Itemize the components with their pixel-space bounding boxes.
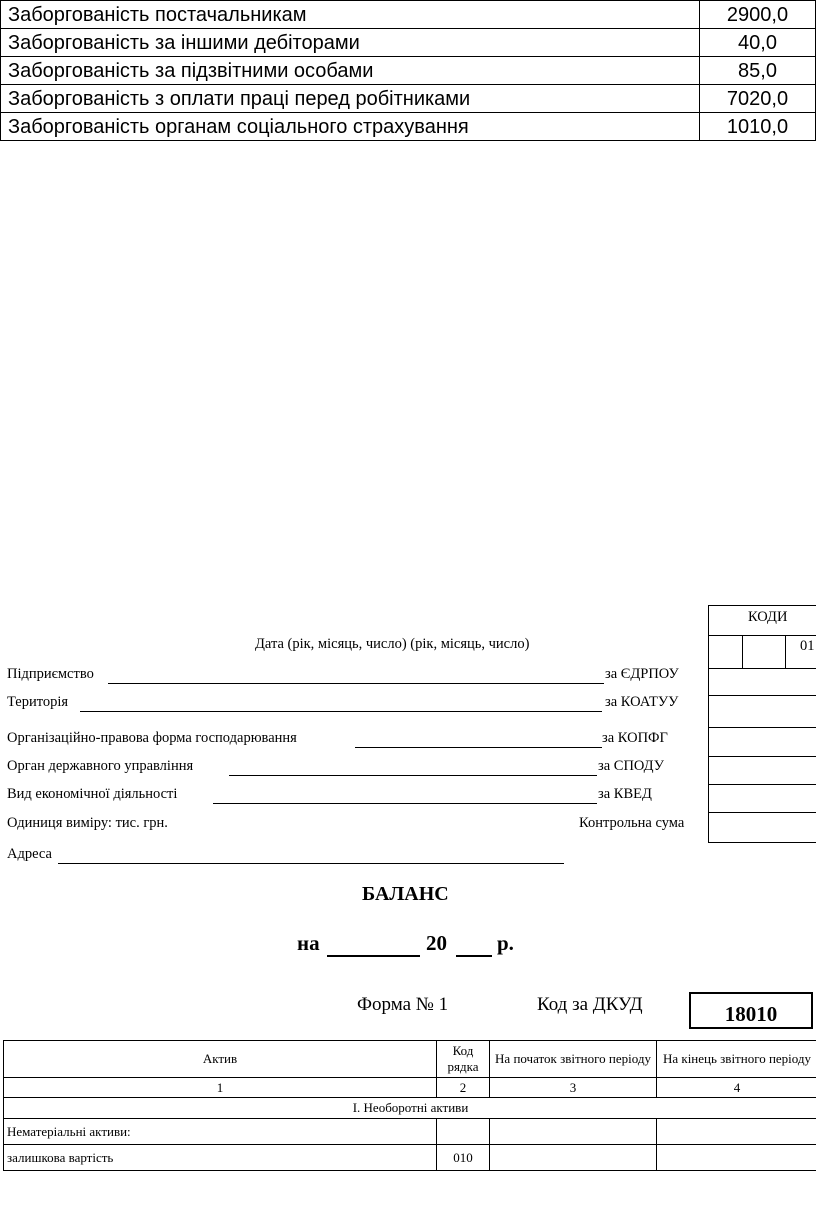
dkud-label: Код за ДКУД bbox=[537, 994, 643, 1015]
divider bbox=[709, 668, 816, 669]
table-row bbox=[1, 57, 816, 85]
year-blank[interactable] bbox=[456, 955, 492, 957]
debt-value: 7020,0 bbox=[700, 85, 816, 113]
row-label: залишкова вартість bbox=[4, 1145, 437, 1171]
enterprise-field[interactable] bbox=[108, 683, 604, 684]
end-value-cell[interactable] bbox=[657, 1119, 816, 1145]
edrpou-label: за ЄДРПОУ bbox=[605, 666, 679, 682]
table-row bbox=[4, 1119, 816, 1145]
end-value-cell[interactable] bbox=[657, 1145, 816, 1171]
column-header: Код рядка bbox=[437, 1041, 490, 1078]
enterprise-label: Підприємство bbox=[7, 666, 94, 682]
date-blank[interactable] bbox=[327, 955, 420, 957]
column-header: Актив bbox=[4, 1041, 437, 1078]
table-header-row bbox=[4, 1041, 816, 1078]
debt-value: 1010,0 bbox=[700, 113, 816, 141]
row-code bbox=[437, 1119, 490, 1145]
divider bbox=[709, 727, 816, 728]
form-number: Форма № 1 bbox=[357, 994, 449, 1015]
date-code: 01 bbox=[800, 638, 815, 654]
address-field[interactable] bbox=[58, 863, 564, 864]
column-number: 4 bbox=[657, 1078, 816, 1098]
debt-value: 40,0 bbox=[700, 29, 816, 57]
balance-table bbox=[3, 1040, 816, 1171]
kopfg-label: за КОПФГ bbox=[602, 730, 668, 746]
legal-form-field[interactable] bbox=[355, 747, 602, 748]
territory-label: Територія bbox=[7, 694, 69, 710]
debts-table bbox=[0, 0, 816, 141]
unit-label: Одиниця виміру: тис. грн. bbox=[7, 815, 168, 831]
debt-label: Заборгованість за підзвітними особами bbox=[1, 57, 700, 85]
table-row bbox=[1, 85, 816, 113]
column-header: На кінець звітного періоду bbox=[657, 1041, 816, 1078]
gov-body-field[interactable] bbox=[229, 775, 597, 776]
checksum-label: Контрольна сума bbox=[579, 815, 685, 831]
start-value-cell[interactable] bbox=[490, 1119, 657, 1145]
column-number: 3 bbox=[490, 1078, 657, 1098]
row-code: 010 bbox=[437, 1145, 490, 1171]
activity-label: Вид економічної діяльності bbox=[7, 786, 178, 802]
debt-label: Заборгованість за іншими дебіторами bbox=[1, 29, 700, 57]
start-value-cell[interactable] bbox=[490, 1145, 657, 1171]
subtitle-r: р. bbox=[497, 931, 514, 955]
section-title: І. Необоротні активи bbox=[4, 1098, 816, 1119]
spodu-label: за СПОДУ bbox=[598, 758, 665, 774]
debt-label: Заборгованість з оплати праці перед робітниками bbox=[1, 85, 700, 113]
debt-value: 2900,0 bbox=[700, 1, 816, 29]
column-header: На початок звітного періоду bbox=[490, 1041, 657, 1078]
subtitle-year: 20 bbox=[426, 931, 447, 955]
divider bbox=[785, 635, 786, 669]
divider bbox=[742, 635, 743, 669]
dkud-code: 18010 bbox=[689, 992, 813, 1029]
legal-form-label: Організаційно-правова форма господарювання bbox=[7, 730, 297, 746]
kved-label: за КВЕД bbox=[598, 786, 652, 802]
table-row bbox=[4, 1145, 816, 1171]
column-number: 1 bbox=[4, 1078, 437, 1098]
date-label: Дата (рік, місяць, число) (рік, місяць, число) bbox=[255, 636, 530, 652]
divider bbox=[709, 695, 816, 696]
gov-body-label: Орган державного управління bbox=[7, 758, 194, 774]
debt-label: Заборгованість органам соціального страхування bbox=[1, 113, 700, 141]
codes-label: КОДИ bbox=[748, 609, 788, 625]
divider bbox=[709, 784, 816, 785]
debt-value: 85,0 bbox=[700, 57, 816, 85]
divider bbox=[709, 812, 816, 813]
debt-label: Заборгованість постачальникам bbox=[1, 1, 700, 29]
table-row bbox=[1, 29, 816, 57]
koatuu-label: за КОАТУУ bbox=[605, 694, 679, 710]
row-label: Нематеріальні активи: bbox=[4, 1119, 437, 1145]
table-row bbox=[1, 1, 816, 29]
activity-field[interactable] bbox=[213, 803, 597, 804]
divider bbox=[709, 756, 816, 757]
column-number-row bbox=[4, 1078, 816, 1098]
section-row bbox=[4, 1098, 816, 1119]
column-number: 2 bbox=[437, 1078, 490, 1098]
territory-field[interactable] bbox=[80, 711, 602, 712]
table-row bbox=[1, 113, 816, 141]
subtitle-on: на bbox=[297, 931, 320, 955]
divider bbox=[709, 635, 816, 636]
page-title: БАЛАНС bbox=[362, 883, 449, 905]
address-label: Адреса bbox=[7, 846, 52, 862]
